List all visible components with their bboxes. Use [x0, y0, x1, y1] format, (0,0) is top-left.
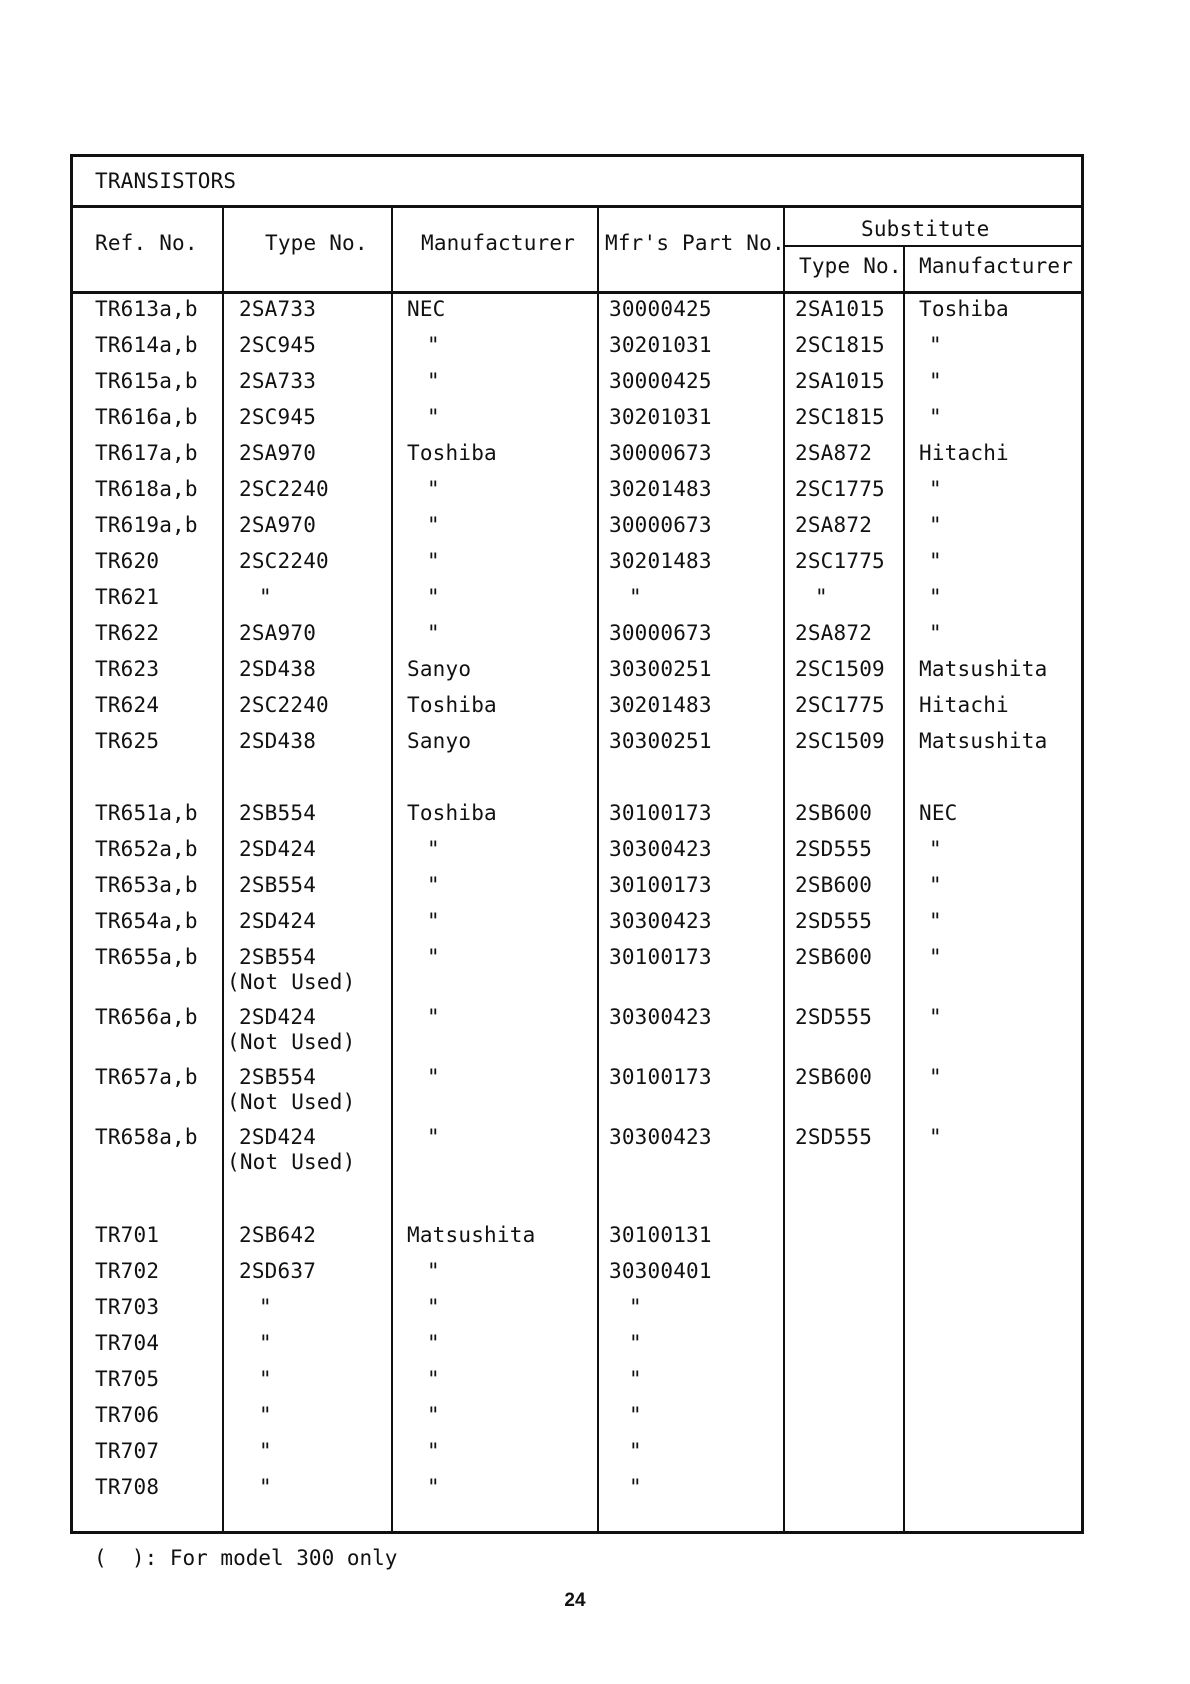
- part-no-cell: ": [629, 1403, 642, 1427]
- substitute-type-cell: 2SD555: [795, 1125, 873, 1149]
- substitute-manufacturer-cell: Hitachi: [919, 693, 1009, 717]
- ref-no-cell: TR614a,b: [95, 333, 198, 357]
- ref-no-cell: TR706: [95, 1403, 160, 1427]
- ref-no-cell: TR653a,b: [95, 873, 198, 897]
- substitute-type-cell: 2SA1015: [795, 369, 885, 393]
- type-no-cell: 2SC2240: [239, 693, 329, 717]
- part-no-cell: ": [629, 1475, 642, 1499]
- manufacturer-cell: NEC: [407, 297, 446, 321]
- ref-no-cell: TR704: [95, 1331, 160, 1355]
- substitute-manufacturer-cell: Matsushita: [919, 729, 1048, 753]
- type-no-cell: ": [259, 1475, 272, 1499]
- part-no-cell: ": [629, 1331, 642, 1355]
- part-no-cell: 30201031: [609, 333, 712, 357]
- substitute-manufacturer-cell: ": [929, 909, 942, 933]
- type-no-cell: 2SC2240: [239, 549, 329, 573]
- manufacturer-cell: ": [427, 549, 440, 573]
- type-no-cell: 2SD424: [239, 837, 317, 861]
- type-no-cell: 2SB554: [239, 1065, 317, 1089]
- ref-no-cell: TR618a,b: [95, 477, 198, 501]
- part-no-cell: 30300423: [609, 1125, 712, 1149]
- substitute-manufacturer-cell: ": [929, 837, 942, 861]
- ref-no-cell: TR625: [95, 729, 160, 753]
- ref-no-cell: TR707: [95, 1439, 160, 1463]
- ref-no-cell: TR615a,b: [95, 369, 198, 393]
- manufacturer-cell: ": [427, 585, 440, 609]
- type-no-cell: 2SC945: [239, 333, 317, 357]
- substitute-manufacturer-cell: Matsushita: [919, 657, 1048, 681]
- ref-no-cell: TR619a,b: [95, 513, 198, 537]
- ref-no-cell: TR620: [95, 549, 160, 573]
- ref-no-cell: TR658a,b: [95, 1125, 198, 1149]
- type-no-cell: 2SB554: [239, 873, 317, 897]
- manufacturer-cell: ": [427, 405, 440, 429]
- substitute-type-cell: 2SC1815: [795, 333, 885, 357]
- manufacturer-cell: ": [427, 333, 440, 357]
- type-no-cell: ": [259, 1331, 272, 1355]
- substitute-manufacturer-cell: Toshiba: [919, 297, 1009, 321]
- header-substitute: Substitute: [861, 217, 990, 241]
- substitute-type-cell: 2SC1509: [795, 657, 885, 681]
- manufacturer-cell: ": [427, 909, 440, 933]
- manufacturer-cell: Toshiba: [407, 801, 497, 825]
- ref-no-cell: TR623: [95, 657, 160, 681]
- part-no-cell: 30300423: [609, 1005, 712, 1029]
- part-no-cell: 30000425: [609, 369, 712, 393]
- type-no-cell: ": [259, 1439, 272, 1463]
- header-manufacturer: Manufacturer: [421, 231, 576, 255]
- ref-no-cell: TR702: [95, 1259, 160, 1283]
- manufacturer-cell: ": [427, 1005, 440, 1029]
- page-number: 24: [564, 1590, 586, 1611]
- manufacturer-cell: ": [427, 1475, 440, 1499]
- part-no-cell: ": [629, 1439, 642, 1463]
- manufacturer-cell: ": [427, 837, 440, 861]
- manufacturer-cell: ": [427, 873, 440, 897]
- not-used-note: (Not Used): [227, 970, 356, 994]
- part-no-cell: 30100173: [609, 801, 712, 825]
- substitute-divider: [783, 245, 1081, 247]
- substitute-type-cell: 2SC1815: [795, 405, 885, 429]
- manufacturer-cell: ": [427, 1295, 440, 1319]
- substitute-type-cell: 2SB600: [795, 801, 873, 825]
- substitute-type-cell: 2SC1775: [795, 693, 885, 717]
- type-no-cell: 2SB554: [239, 801, 317, 825]
- part-no-cell: 30100173: [609, 945, 712, 969]
- ref-no-cell: TR655a,b: [95, 945, 198, 969]
- substitute-type-cell: 2SA872: [795, 513, 873, 537]
- substitute-manufacturer-cell: ": [929, 1005, 942, 1029]
- ref-no-cell: TR657a,b: [95, 1065, 198, 1089]
- substitute-type-cell: 2SD555: [795, 909, 873, 933]
- table-title: TRANSISTORS: [95, 169, 237, 193]
- substitute-manufacturer-cell: ": [929, 585, 942, 609]
- ref-no-cell: TR654a,b: [95, 909, 198, 933]
- substitute-manufacturer-cell: ": [929, 945, 942, 969]
- type-no-cell: 2SD438: [239, 729, 317, 753]
- part-no-cell: 30100173: [609, 1065, 712, 1089]
- part-no-cell: 30000673: [609, 621, 712, 645]
- part-no-cell: 30300251: [609, 729, 712, 753]
- type-no-cell: ": [259, 1295, 272, 1319]
- manufacturer-cell: Sanyo: [407, 729, 472, 753]
- title-divider: [73, 205, 1081, 208]
- substitute-manufacturer-cell: ": [929, 369, 942, 393]
- header-part-no: Mfr's Part No.: [605, 231, 785, 255]
- manufacturer-cell: Toshiba: [407, 693, 497, 717]
- header-divider: [73, 291, 1081, 294]
- part-no-cell: ": [629, 1295, 642, 1319]
- substitute-manufacturer-cell: ": [929, 405, 942, 429]
- part-no-cell: 30201031: [609, 405, 712, 429]
- part-no-cell: ": [629, 585, 642, 609]
- part-no-cell: 30300251: [609, 657, 712, 681]
- not-used-note: (Not Used): [227, 1150, 356, 1174]
- substitute-type-cell: 2SC1775: [795, 477, 885, 501]
- substitute-manufacturer-cell: ": [929, 513, 942, 537]
- manufacturer-cell: ": [427, 1065, 440, 1089]
- ref-no-cell: TR651a,b: [95, 801, 198, 825]
- manufacturer-cell: ": [427, 1331, 440, 1355]
- manufacturer-cell: ": [427, 621, 440, 645]
- substitute-type-cell: 2SA872: [795, 621, 873, 645]
- type-no-cell: 2SC945: [239, 405, 317, 429]
- part-no-cell: 30100131: [609, 1223, 712, 1247]
- type-no-cell: ": [259, 585, 272, 609]
- type-no-cell: ": [259, 1403, 272, 1427]
- type-no-cell: 2SD637: [239, 1259, 317, 1283]
- manufacturer-cell: ": [427, 477, 440, 501]
- part-no-cell: 30201483: [609, 693, 712, 717]
- type-no-cell: 2SA970: [239, 621, 317, 645]
- type-no-cell: 2SD424: [239, 1125, 317, 1149]
- ref-no-cell: TR705: [95, 1367, 160, 1391]
- ref-no-cell: TR656a,b: [95, 1005, 198, 1029]
- manufacturer-cell: ": [427, 513, 440, 537]
- type-no-cell: 2SB642: [239, 1223, 317, 1247]
- part-no-cell: ": [629, 1367, 642, 1391]
- substitute-manufacturer-cell: ": [929, 549, 942, 573]
- footnote: ( ): For model 300 only: [94, 1546, 398, 1570]
- part-no-cell: 30100173: [609, 873, 712, 897]
- substitute-type-cell: 2SD555: [795, 837, 873, 861]
- substitute-type-cell: 2SA1015: [795, 297, 885, 321]
- manufacturer-cell: ": [427, 1367, 440, 1391]
- substitute-type-cell: 2SD555: [795, 1005, 873, 1029]
- manufacturer-cell: Toshiba: [407, 441, 497, 465]
- ref-no-cell: TR617a,b: [95, 441, 198, 465]
- part-no-cell: 30201483: [609, 477, 712, 501]
- ref-no-cell: TR613a,b: [95, 297, 198, 321]
- type-no-cell: 2SA970: [239, 441, 317, 465]
- type-no-cell: ": [259, 1367, 272, 1391]
- substitute-manufacturer-cell: ": [929, 477, 942, 501]
- part-no-cell: 30000425: [609, 297, 712, 321]
- ref-no-cell: TR624: [95, 693, 160, 717]
- column-divider: [222, 207, 224, 1531]
- ref-no-cell: TR616a,b: [95, 405, 198, 429]
- ref-no-cell: TR652a,b: [95, 837, 198, 861]
- ref-no-cell: TR621: [95, 585, 160, 609]
- substitute-manufacturer-cell: ": [929, 333, 942, 357]
- header-type-no: Type No.: [265, 231, 368, 255]
- header-ref-no: Ref. No.: [95, 231, 198, 255]
- substitute-manufacturer-cell: NEC: [919, 801, 958, 825]
- part-no-cell: 30000673: [609, 441, 712, 465]
- column-divider: [391, 207, 393, 1531]
- ref-no-cell: TR622: [95, 621, 160, 645]
- substitute-manufacturer-cell: ": [929, 621, 942, 645]
- not-used-note: (Not Used): [227, 1030, 356, 1054]
- substitute-type-cell: 2SB600: [795, 945, 873, 969]
- parts-table: [70, 154, 1084, 1534]
- substitute-type-cell: 2SC1775: [795, 549, 885, 573]
- type-no-cell: 2SA970: [239, 513, 317, 537]
- type-no-cell: 2SD424: [239, 909, 317, 933]
- part-no-cell: 30300423: [609, 837, 712, 861]
- ref-no-cell: TR708: [95, 1475, 160, 1499]
- not-used-note: (Not Used): [227, 1090, 356, 1114]
- substitute-manufacturer-cell: Hitachi: [919, 441, 1009, 465]
- part-no-cell: 30300423: [609, 909, 712, 933]
- substitute-type-cell: 2SB600: [795, 873, 873, 897]
- manufacturer-cell: Sanyo: [407, 657, 472, 681]
- part-no-cell: 30201483: [609, 549, 712, 573]
- manufacturer-cell: ": [427, 1259, 440, 1283]
- substitute-type-cell: 2SA872: [795, 441, 873, 465]
- manufacturer-cell: ": [427, 1403, 440, 1427]
- header-substitute-manufacturer: Manufacturer: [919, 254, 1074, 278]
- type-no-cell: 2SA733: [239, 369, 317, 393]
- substitute-type-cell: 2SB600: [795, 1065, 873, 1089]
- type-no-cell: 2SC2240: [239, 477, 329, 501]
- column-divider: [783, 207, 785, 1531]
- substitute-manufacturer-cell: ": [929, 1125, 942, 1149]
- column-divider: [597, 207, 599, 1531]
- manufacturer-cell: ": [427, 1439, 440, 1463]
- column-divider: [903, 246, 905, 1531]
- header-substitute-type: Type No.: [799, 254, 902, 278]
- substitute-type-cell: ": [815, 585, 828, 609]
- manufacturer-cell: ": [427, 945, 440, 969]
- type-no-cell: 2SD424: [239, 1005, 317, 1029]
- manufacturer-cell: ": [427, 1125, 440, 1149]
- manufacturer-cell: ": [427, 369, 440, 393]
- part-no-cell: 30000673: [609, 513, 712, 537]
- part-no-cell: 30300401: [609, 1259, 712, 1283]
- type-no-cell: 2SD438: [239, 657, 317, 681]
- substitute-manufacturer-cell: ": [929, 873, 942, 897]
- substitute-type-cell: 2SC1509: [795, 729, 885, 753]
- substitute-manufacturer-cell: ": [929, 1065, 942, 1089]
- manufacturer-cell: Matsushita: [407, 1223, 536, 1247]
- ref-no-cell: TR703: [95, 1295, 160, 1319]
- type-no-cell: 2SA733: [239, 297, 317, 321]
- type-no-cell: 2SB554: [239, 945, 317, 969]
- ref-no-cell: TR701: [95, 1223, 160, 1247]
